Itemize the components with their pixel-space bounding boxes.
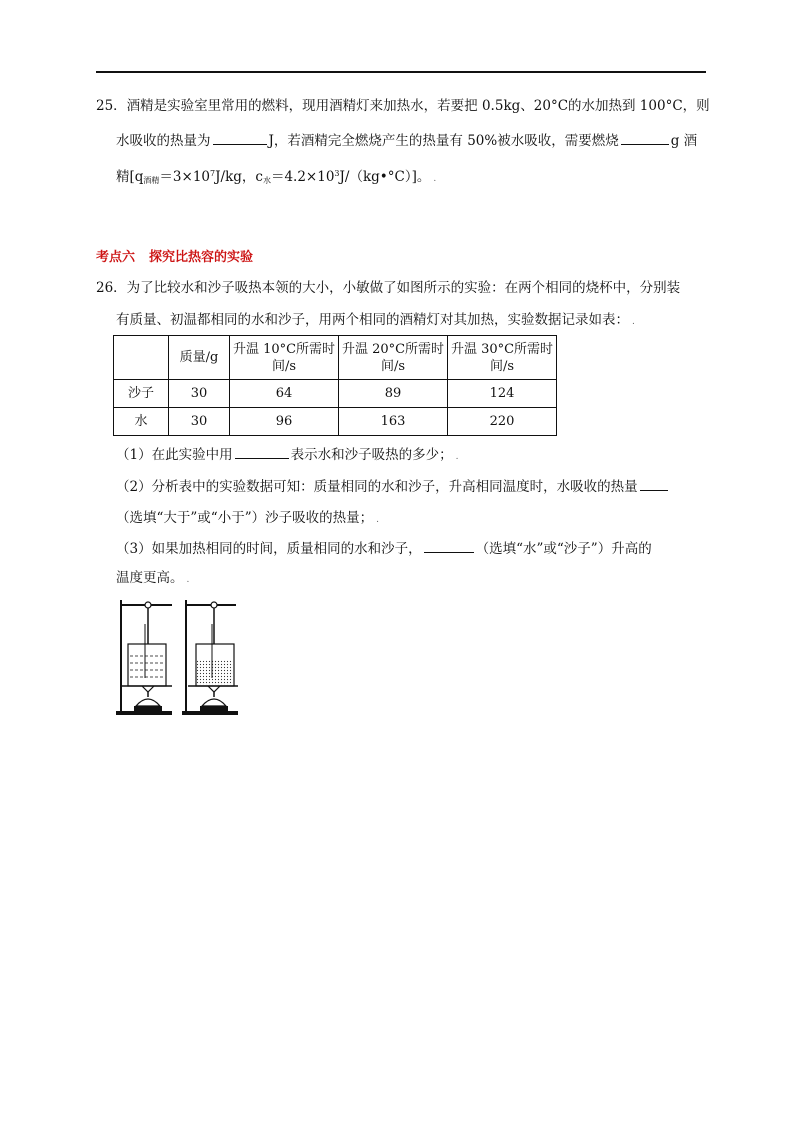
water-apparatus [116,600,172,715]
table-cell: 96 [230,408,339,436]
q26-line1: 26．为了比较水和沙子吸热本领的大小，小敏做了如图所示的实验：在两个相同的烧杯中，分别装 [96,280,681,296]
q26-blank-1[interactable] [235,444,289,459]
q26-blank-2[interactable] [640,476,668,491]
data-table [113,335,557,436]
table-cell: 30 [169,408,230,436]
q26-sub2-line1: （2）分析表中的实验数据可知：质量相同的水和沙子，升高相同温度时，水吸收的热量 [116,476,670,497]
q26-line2: 有质量、初温都相同的水和沙子，用两个相同的酒精灯对其加热，实验数据记录如表： . [116,312,635,328]
table-cell: 64 [230,380,339,408]
q25-line1: 25．酒精是实验室里常用的燃料，现用酒精灯来加热水，若要把 0.5kg、20°C的水加热到 100°C，则 [96,98,710,114]
q26-sub3-line2: 温度更高。 . [116,570,190,586]
section-label: 考点六 [96,250,136,265]
table-cell: 沙子 [114,380,169,408]
table-header-cell: 升温 30°C所需时间/s [448,336,557,380]
table-header-cell [114,336,169,380]
q26-sub3-line1: （3）如果加热相同的时间，质量相同的水和沙子， （选填“水”或“沙子”）升高的 [116,538,652,559]
q25-line2: 水吸收的热量为 J，若酒精完全燃烧产生的热量有 50%被水吸收，需要燃烧 g 酒 [116,130,697,151]
table-cell: 水 [114,408,169,436]
section-title: 探究比热容的实验 [149,250,254,265]
q25-blank-heat[interactable] [213,130,267,145]
experiment-figure [112,594,242,722]
table-header-cell: 升温 10°C所需时间/s [230,336,339,380]
q25-line3: 精[$q_{酒精}=3\times 10^7J/kg$，$c_水=4.2\times 10^3J/(kg•^\circ C)$]。 . [116,169,437,185]
q26-blank-3[interactable] [424,538,474,553]
table-cell: 30 [169,380,230,408]
sand-apparatus [182,600,238,715]
table-row [114,408,557,436]
table-cell: 124 [448,380,557,408]
table-row [114,380,557,408]
section-heading [96,246,267,265]
table-header-cell: 质量/g [169,336,230,380]
header-rule [96,71,706,73]
table-cell: 220 [448,408,557,436]
table-header-row [114,336,557,380]
q26-sub1: （1）在此实验中用 表示水和沙子吸热的多少； . [116,444,458,467]
table-cell: 163 [339,408,448,436]
q26-sub2-line2: （选填“大于”或“小于”）沙子吸收的热量； . [116,510,379,526]
table-cell: 89 [339,380,448,408]
q25-blank-mass[interactable] [621,130,669,145]
table-header-cell: 升温 20°C所需时间/s [339,336,448,380]
